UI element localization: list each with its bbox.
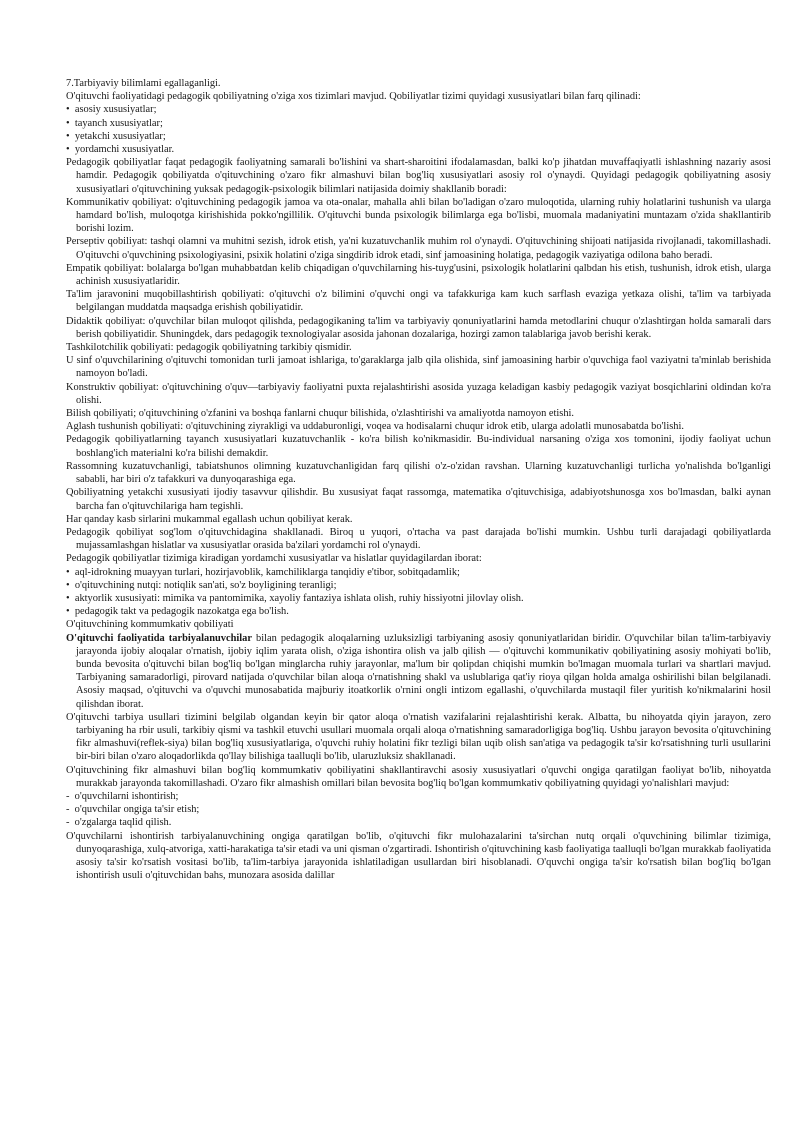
list-item [66, 566, 771, 579]
list-item-text: asosiy xususiyatlar; [74, 104, 157, 116]
list-item-text: yordamchi xususiyatlar. [74, 144, 175, 156]
paragraph: Pedagogik qobiliyatlar faqat pedagogik faoliyatning samarali bo'lishini va shart-sharoitini ifodalamasdan, balki ko'p jihatdan muvaffaqiyatli ishlashning nazariy asosi hamdir. Pedagogik qobiliyatda o'qituvchining o'zaro fikr almashuvi bilan bog'liq xususiyatlari asosiy rol o'ynaydi. Quyidagi pedagogik qobiliyatning asosiy xususiyatlari o'qituvchining yuksak pedagogik-psixologik bilimlari natijasida doimiy shakllanib boradi: [66, 157, 771, 195]
bullet-icon: • [66, 592, 70, 604]
list-item [66, 816, 771, 829]
list-item-text: o'quvchilarni ishontirish; [74, 790, 179, 802]
bold-lead: O'qituvchi faoliyatida tarbiyalanuvchilar [66, 632, 252, 644]
list-item-text: aktyorlik xususiyati: mimika va pantomimika, xayoliy fantaziya ishlata olish, ruhiy hissiyotni jilovlay olish. [74, 592, 524, 604]
paragraph [66, 632, 771, 711]
paragraph: Kommunikativ qobiliyat: o'qituvchining pedagogik jamoa va ota-onalar, mahalla ahli bilan bo'ladigan o'zaro muloqotida, ularning ruhiy holatlarini tushunish va ularga hamdard bo'lish, muloqotga kirishishida pokko'ngillilik. O'qituvchi bunda psixologik bilimlarga ega bo'lisbi, muomala madaniyatini muntazam o'zida shakllantirib borishi lozim. [66, 196, 771, 235]
paragraph: O'qituvchi tarbiya usullari tizimini belgilab olgandan keyin bir qator aloqa o'rnatish vazifalarini rejalashtirishi kerak. Albatta, bu nihoyatda qiyin jarayon, zero tarbiyaning ha rbir usuli, tarkibiy qismi va tashkil etuvchi usullari muomala orqali aloqa o'rnatishning samaradorligiga bog'liq. Ushbu jarayon bevosita o'qituvchining fikr almashuvi(reflek-siya) bilan bog'liq xususiyatlariga, o'quvchi ruhiy holatini fikr tezligi bilan uqib olish san'atiga va pedagogik ta'sir ko'rsatishning turli usullarini bir-biri bilan o'zaro aloqadorlikda qo'llay bilishiga taalluqli bo'lib, ularuzluksiz shakllanadi. [66, 711, 771, 763]
list-item-text: yetakchi xususiyatlar; [74, 130, 166, 142]
paragraph-text: bilan pedagogik aloqalarning uzluksizligi tarbiyaning asosiy qonuniyatlaridan biridir. O'quvchilar bilan ta'lim-tarbiyaviy jarayonda ijobiy aloqalar o'rnatish, ijobiy iqlim yarata olish, o'ziga ishontira olish va jalb qilish — o'qituvchi kommunikativ qobiliyatining asosiy mohiyati bo'lib, bunda bevosita o'qituvchi bilan bog'liq bo'lgan minglarcha ruhiy jarayonlar, ma'lum bir qolipdan chiqishi mumkin bo'lmagan muomala turlari va shartlari mavjud. Tarbiyaning samaradorligi, pirovard natijada o'quvchilar bilan aloqa o'rnatishning shakl va uslublariga qat'iy rioya qilgan holda amalga oshirilishi bilan belgilanadi. Asosiy maqsad, o'qituvchi va o'quvchi munosabatida majburiy itoatkorlik o'rnini ongli intizom egallashi, o'quvchilarda mustaqil filer yuritish ko'nikmalarini hosil qilishdan iborat. [76, 632, 771, 710]
paragraph: Aglash tushunish qobiliyati: o'qituvchining ziyrakligi va uddaburonligi, voqea va hodisalarni chuqur idrok etib, ularga adolatli munosabatda bo'lishi. [66, 421, 684, 433]
bullet-icon: • [66, 117, 70, 129]
bullet-icon: • [66, 130, 70, 142]
auxiliary-list [66, 566, 771, 619]
paragraph: Empatik qobiliyat: bolalarga bo'lgan muhabbatdan kelib chiqadigan o'quvchilarning his-tuyg'usini, psixologik holatlarini qalbdan his etish, tushunish, idrok etish, ularga achinish xususiyatlaridir. [66, 262, 771, 288]
bullet-icon: • [66, 144, 70, 156]
paragraph: Ta'lim jaravonini muqobillashtirish qobiliyati: o'qituvchi o'z bilimini o'quvchi ongi va tafakkuriga kam kuch sarflash evaziga yetkaza olishi, ta'lim va tarbiyada belgilangan muddatda maqsadga erishish qobiliyatidir. [66, 289, 771, 314]
list-item-text: o'quvchilar ongiga ta'sir etish; [74, 804, 200, 816]
paragraph: Perseptiv qobiliyat: tashqi olamni va muhitni sezish, idrok etish, ya'ni kuzatuvchanlik muhim rol o'ynaydi. O'qituvchining shijoati natijasida rivojlanadi, takomillashadi. O'qituvchi o'quvchining psixologiyasini, psixik holatini o'ziga singdirib idrok etadi, sinf jamoasining holatiga, pedagogik vaziyatiga odilona baho beradi. [66, 236, 771, 261]
paragraph: Pedagogik qobiliyat sog'lom o'qituvchidagina shakllanadi. Biroq u yuqori, o'rtacha va past darajada bo'lishi mumkin. Ushbu turli darajadagi qobiliyatlarda mujassamlashgan hislatlar va xususiyatlar orasida ba'zilari yordamchi rol o'ynaydi. [66, 526, 771, 552]
paragraph: Rassomning kuzatuvchanligi, tabiatshunos olimning kuzatuvchanligidan farq qilishi o'z-o'zidan ravshan. Ularning kuzatuvchanligi turlicha yo'nalishda bo'lganligi sababli, har biri o'z tafakkuri va dunyoqarashiga ega. [66, 460, 771, 486]
intro-paragraph: O'qituvchi faoliyatidagi pedagogik qobiliyatning o'ziga xos tizimlari mavjud. Qobiliyatlar tizimi quyidagi xususiyatlari bilan farq qilinadi: [66, 91, 641, 103]
list-item-text: tayanch xususiyatlar; [74, 117, 163, 129]
bullet-icon: • [66, 579, 70, 591]
paragraph: Pedagogik qobiliyatlar tizimiga kiradigan yordamchi xususiyatlar va hislatlar quyidagilardan iborat: [66, 553, 482, 565]
list-item-text: o'zgalarga taqlid qilish. [74, 817, 172, 829]
list-item [66, 130, 771, 143]
document-page [66, 77, 771, 882]
bullet-icon: • [66, 104, 70, 116]
list-item [66, 579, 771, 592]
paragraph: Pedagogik qobiliyatlarning tayanch xususiyatlari kuzatuvchanlik - ko'ra bilish ko'nikmasidir. Bu-individual narsaning o'ziga xos tomonini, ijodiy faoliyat uchun boshlang'ich materialni ko'ra bilishi demakdir. [66, 434, 771, 459]
list-item [66, 117, 771, 130]
bullet-icon: • [66, 606, 70, 618]
section-heading: 7.Tarbiyaviy bilimlami egallaganligi. [66, 78, 221, 89]
list-item [66, 605, 771, 618]
list-item [66, 143, 771, 156]
paragraph: Didaktik qobiliyat: o'quvchilar bilan muloqot qilishda, pedagogikaning ta'lim va tarbiyaviy qonuniyatlarini hamda metodlarini chuqur o'zlashtirgan holda samarali dars berish qobiliyatidir. Shuningdek, dars pedagogik texnologiyalar asosida jahonan dozalariga, hozirgi zamon talablariga javob berishi kerak. [66, 315, 771, 340]
bullet-icon: • [66, 566, 70, 578]
dash-icon: - [66, 817, 70, 829]
paragraph: Konstruktiv qobiliyat: o'qituvchining o'quv—tarbiyaviy faoliyatni puxta rejalashtirishi asosida yuzaga keladigan kasbiy pedagogik vaziyat bosqichlarini oldindan ko'ra olishi. [66, 381, 771, 406]
directions-list [66, 790, 771, 830]
list-item-text: pedagogik takt va pedagogik nazokatga ega bo'lish. [74, 606, 289, 618]
paragraph: Bilish qobiliyati; o'qituvchining o'zfanini va boshqa fanlarni chuqur bilishida, o'zlashtirishi va amaliyotda namoyon etishi. [66, 408, 575, 420]
list-item [66, 790, 771, 803]
dash-icon: - [66, 790, 70, 802]
paragraph: Har qanday kasb sirlarini mukammal egallash uchun qobiliyat kerak. [66, 513, 353, 525]
paragraph: O'qituvchining fikr almashuvi bilan bog'liq kommumkativ qobiliyatini shakllantiravchi asosiy xususiyatlari o'quvchi ongiga qaratilgan faoliyat bo'lib, nihoyatda murakkab jarayonda takomillashadi. O'zaro fikr almashish omillari bilan bevosita bog'liq bo'lgan kommumkativ qobiliyatning quyidagi yo'nalishlari mavjud: [66, 764, 771, 789]
list-item-text: aql-idrokning muayyan turlari, hozirjavoblik, kamchiliklarga tanqidiy e'tibor, sobitqadamlik; [74, 566, 460, 578]
paragraph: Tashkilotchilik qobiliyati: pedagogik qobiliyatning tarkibiy qismidir. [66, 342, 352, 354]
list-item [66, 592, 771, 605]
paragraph: U sinf o'quvchilarining o'qituvchi tomonidan turli jamoat ishlariga, to'garaklarga jalb qila olishida, sinf jamoasining harbir o'quvchiga faol vaziyatni ta'minlab berishida namoyon bo'ladi. [66, 355, 771, 380]
paragraph: Qobiliyatning yetakchi xususiyati ijodiy tasavvur qilishdir. Bu xususiyat faqat rassomga, matematika o'qituvchisiga, adabiyotshunosga xos bo'lmasdan, balki aynan barcha fan o'qituvchilariga ham tegishli. [66, 487, 771, 512]
paragraph: O'quvchilarni ishontirish tarbiyalanuvchining ongiga qaratilgan bo'lib, o'qituvchi fikr mulohazalarini ta'sirchan nutq orqali o'quvchining bilimlar tizimiga, dunyoqarashiga, xulq-atvoriga, xatti-harakatiga ta'sir etadi va uni qisman o'zgartiradi. Ishontirish o'qituvchining kasb faoliyatiga taalluqli bo'lgan murakkab faoliyatida asosiy ta'sir ko'rsatish vositasi bo'lib, ta'lim-tarbiya jarayonida ishlatiladigan usullardan biri hisoblanadi. O'quvchi ongiga ta'sir ko'rsatish bilan bog'liq bo'lgan ishontirish usuli o'qituvchidan bahs, munozara asosida dalillar [66, 830, 771, 882]
list-item-text: o'qituvchining nutqi: notiqlik san'ati, so'z boyligining teranligi; [74, 579, 337, 591]
qualities-list [66, 103, 771, 156]
list-item [66, 803, 771, 816]
list-item [66, 103, 771, 116]
dash-icon: - [66, 804, 70, 816]
subheading: O'qituvchining kommumkativ qobiliyati [66, 619, 234, 631]
